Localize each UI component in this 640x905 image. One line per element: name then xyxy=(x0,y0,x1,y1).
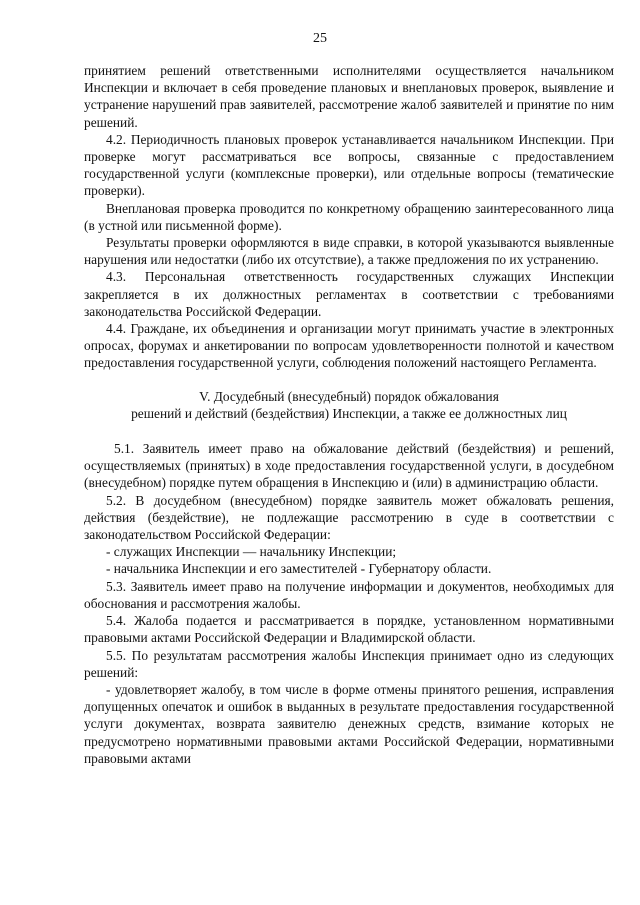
list-item-officials: - служащих Инспекции — начальнику Инспекции; xyxy=(106,544,397,560)
paragraph-5-4: 5.4. Жалоба подается и рассматривается в порядке, установленном нормативными правовыми актами Российской Федерации и Владимирской области. xyxy=(84,613,614,646)
document-body xyxy=(84,62,614,767)
page-number: 25 xyxy=(313,31,327,46)
spacer xyxy=(84,422,614,440)
paragraph-unscheduled-inspection: Внеплановая проверка проводится по конкретному обращению заинтересованного лица (в устной или письменной форме). xyxy=(84,200,614,233)
paragraph-5-5: 5.5. По результатам рассмотрения жалобы Инспекция принимает одно из следующих решений: xyxy=(84,647,614,680)
paragraph-4-3: 4.3. Персональная ответственность государственных служащих Инспекции закрепляется в их должностных регламентах в соответствии с требованиями законодательства Российской Федерации. xyxy=(84,269,614,319)
spacer xyxy=(84,372,614,388)
paragraph-5-1: 5.1. Заявитель имеет право на обжалование действий (бездействия) и решений, осуществляемых (принятых) в ходе предоставления государственной услуги, в досудебном (внесудебном) порядке путем обращения в Инспекцию и (или) в администрацию области. xyxy=(84,441,614,491)
paragraph-4-4: 4.4. Граждане, их объединения и организации могут принимать участие в электронных опросах, форумах и анкетировании по вопросам удовлетворенности полнотой и качеством предоставления государственной услуги, соблюдения положений настоящего Регламента. xyxy=(84,321,614,371)
section-heading-line-1: V. Досудебный (внесудебный) порядок обжалования xyxy=(199,388,499,404)
paragraph-4-2: 4.2. Периодичность плановых проверок устанавливается начальником Инспекции. При проверке могут рассматриваться все вопросы, связанные с предоставлением государственной услуги (комплексные проверки), или отдельные вопросы (тематические проверки). xyxy=(84,131,614,199)
list-item-satisfy-complaint: - удовлетворяет жалобу, в том числе в форме отмены принятого решения, исправления допущенных опечаток и ошибок в выданных в результате предоставления государственной услуги документах, возврата заявителю денежных средств, взимание которых не предусмотрено нормативными правовыми актами Российской Федерации, нормативными правовыми актами xyxy=(84,681,614,766)
paragraph-5-2: 5.2. В досудебном (внесудебном) порядке заявитель может обжаловать решения, действия (бездействие), не подлежащие рассмотрению в суде в соответствии с законодательством Российской Федерации: xyxy=(84,492,614,543)
paragraph-5-3: 5.3. Заявитель имеет право на получение информации и документов, необходимых для обоснования и рассмотрения жалобы. xyxy=(84,578,614,611)
paragraph-4-1-continuation: принятием решений ответственными исполнителями осуществляется начальником Инспекции и включает в себя проведение плановых и внеплановых проверок, выявление и устранение нарушений прав заявителей, рассмотрение жалоб заявителей и принятие по ним решений. xyxy=(84,63,614,130)
paragraph-inspection-results: Результаты проверки оформляются в виде справки, в которой указываются выявленные нарушения или недостатки (либо их отсутствие), а также предложения по их устранению. xyxy=(84,235,614,268)
list-item-head: - начальника Инспекции и его заместителей - Губернатору области. xyxy=(106,561,492,577)
section-heading-line-2: решений и действий (бездействия) Инспекции, а также ее должностных лиц xyxy=(131,405,567,421)
